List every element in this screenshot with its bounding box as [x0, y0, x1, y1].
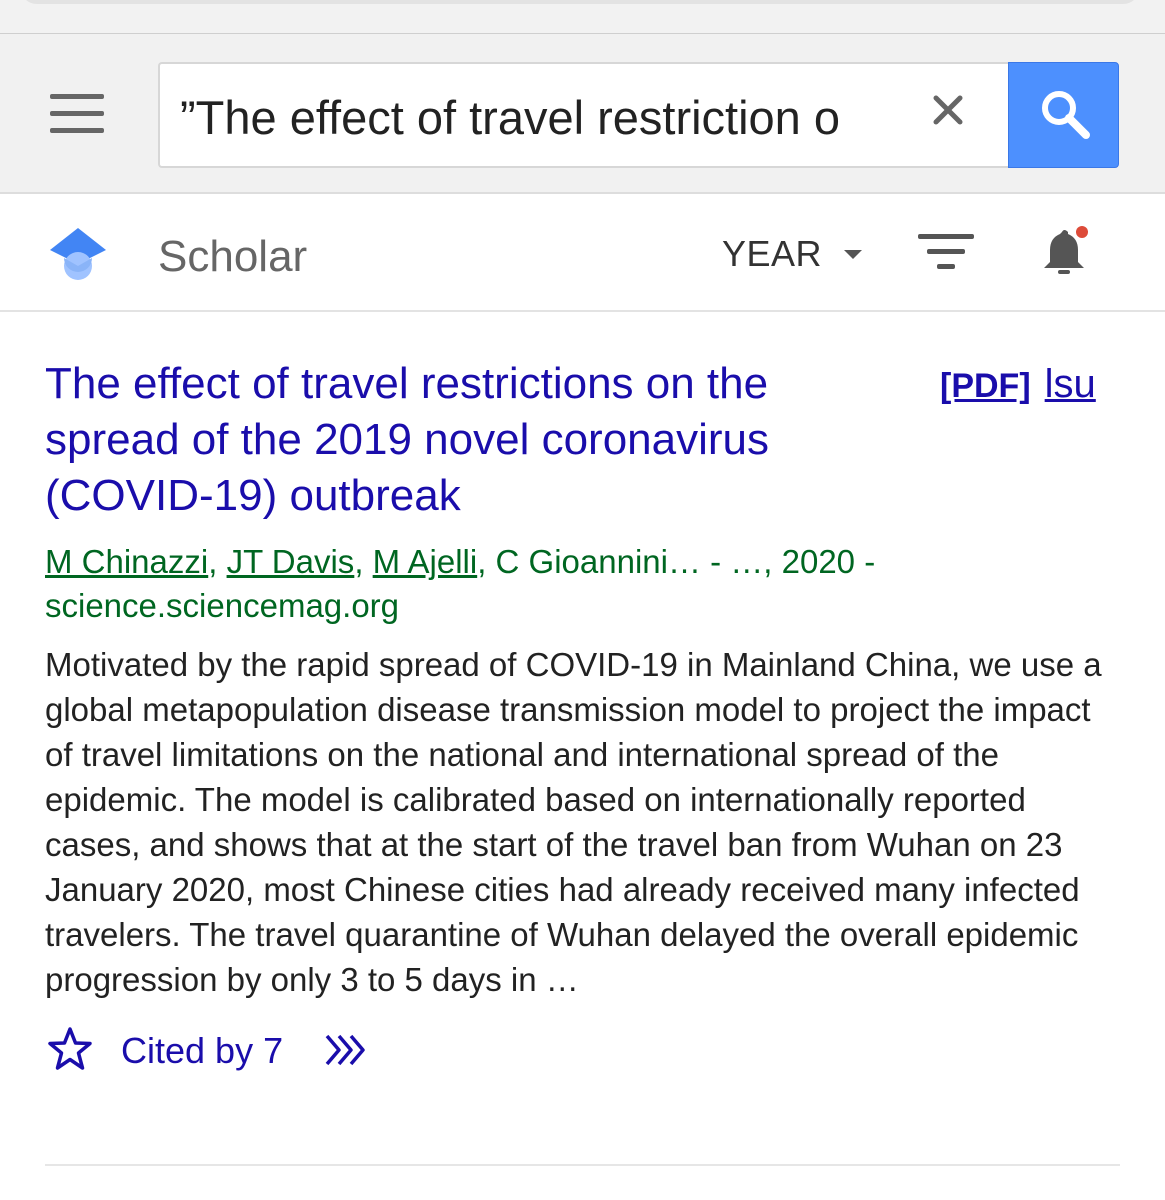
- search-header: [0, 34, 1165, 194]
- pdf-link[interactable]: [940, 362, 1096, 407]
- star-icon[interactable]: [47, 1026, 93, 1072]
- caret-down-icon: [844, 250, 862, 259]
- result-snippet: Motivated by the rapid spread of COVID-19 in Mainland China, we use a global metapopulation disease transmission model to project the impact of travel limitations on the national and international spread of the epidemic. The model is calibrated based on internationally reported cases, and shows that at the start of the travel ban from Wuhan on 23 January 2020, most Chinese cities had already received many infected travelers. The travel quarantine of Wuhan delayed the overall epidemic progression by only 3 to 5 days in …: [45, 646, 1102, 998]
- browser-top-strip: [0, 0, 1165, 34]
- search-button[interactable]: [1008, 62, 1119, 168]
- search-result: [45, 356, 1120, 1076]
- scholar-logo-icon[interactable]: [48, 222, 108, 282]
- menu-icon[interactable]: [50, 94, 106, 134]
- author-link[interactable]: M Chinazzi: [45, 543, 209, 580]
- search-input[interactable]: ”The effect of travel restriction o: [180, 91, 841, 144]
- cited-by-link[interactable]: Cited by 7: [121, 1030, 284, 1071]
- filter-icon[interactable]: [918, 234, 976, 270]
- year-label: YEAR: [722, 233, 823, 274]
- search-icon: [1038, 87, 1092, 141]
- alert-bell-icon[interactable]: [1038, 222, 1094, 278]
- result-actions: [45, 1026, 1120, 1076]
- address-pill: [20, 0, 1140, 4]
- other-authors-and-source: C Gioannini… - …, 2020 - science.sciencemag.org: [45, 543, 876, 624]
- scholar-title[interactable]: Scholar: [158, 232, 308, 281]
- author-link[interactable]: M Ajelli: [372, 543, 478, 580]
- result-divider: [45, 1164, 1120, 1166]
- result-meta: M Chinazzi, JT Davis, M Ajelli, C Gioannini… - …, 2020 - science.sciencemag.org: [45, 543, 876, 624]
- search-box: [158, 62, 1010, 168]
- author-link[interactable]: JT Davis: [226, 543, 355, 580]
- pdf-source: lsu: [1044, 362, 1096, 406]
- more-chevrons-icon[interactable]: [323, 1032, 371, 1068]
- result-title-link[interactable]: The effect of travel restrictions on the spread of the 2019 novel coronavirus (COVID-19) outbreak: [45, 359, 770, 520]
- pdf-label: [PDF]: [940, 367, 1031, 405]
- scholar-toolbar: [0, 196, 1165, 312]
- year-dropdown[interactable]: [722, 234, 862, 274]
- clear-icon[interactable]: [930, 92, 966, 128]
